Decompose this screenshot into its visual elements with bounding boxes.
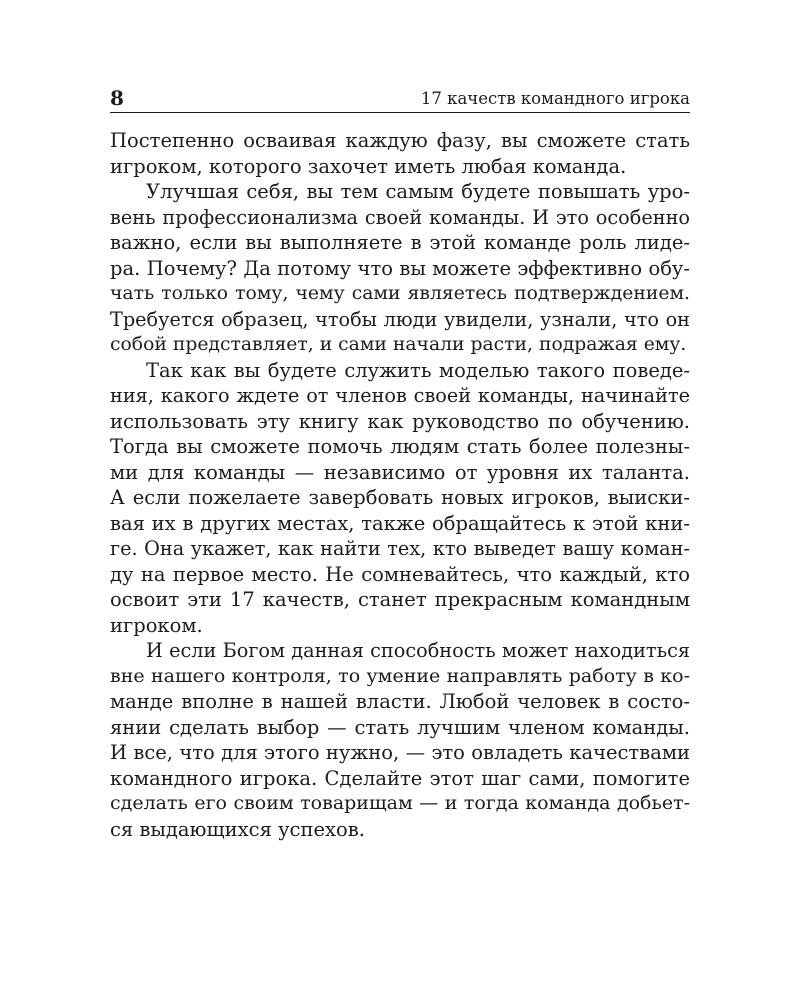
running-title: 17 качеств командного игрока	[420, 89, 690, 108]
body-text	[110, 128, 690, 842]
text-line: И все, что для этого нужно, — это овладеть качествами	[110, 741, 690, 764]
text-line: ния, какого ждете от членов своей команды, начинайте	[110, 384, 690, 407]
page-header	[110, 84, 690, 114]
text-line: вень профессионализма своей команды. И это особенно	[110, 205, 690, 229]
text-line: использовать эту книгу как руководство по обучению.	[110, 409, 690, 433]
text-line: ге. Она укажет, как найти тех, кто выведет вашу коман-	[110, 537, 690, 560]
text-line: Так как вы будете служить моделью такого поведе-	[146, 358, 690, 382]
text-line: вая их в других местах, также обращайтесь к этой кни-	[110, 511, 690, 535]
text-line: игроком, которого захочет иметь любая команда.	[110, 154, 627, 178]
text-line: собой представляет, и сами начали расти, подражая ему.	[110, 334, 687, 355]
text-line: сделать его своим товарищам — и тогда команда добьет-	[110, 792, 690, 814]
text-line: Улучшая себя, вы тем самым будете повышать уро-	[146, 180, 690, 203]
text-line: ра. Почему? Да потому что вы можете эффективно обу-	[110, 256, 690, 280]
text-line: командного игрока. Сделайте этот шаг сами, помогите	[110, 766, 690, 790]
text-line: Постепенно осваивая каждую фазу, вы сможете стать	[110, 129, 690, 152]
page-number: 8	[110, 86, 124, 110]
text-line: Требуется образец, чтобы люди увидели, узнали, что он	[110, 307, 690, 331]
text-line: ду на первое место. Не сомневайтесь, что каждый, кто	[110, 562, 690, 586]
text-line: Тогда вы сможете помочь людям стать более полезны-	[110, 435, 690, 458]
text-line: И если Богом данная способность может находиться	[146, 639, 690, 662]
text-line: А если пожелаете завербовать новых игроков, выиски-	[110, 486, 690, 509]
text-line: освоит эти 17 качеств, станет прекрасным командным	[110, 588, 690, 611]
text-line: ми для команды — независимо от уровня их таланта.	[110, 460, 690, 484]
text-line: янии сделать выбор — стать лучшим членом команды.	[110, 715, 690, 739]
header-rule	[110, 112, 690, 113]
text-line: чать только тому, чему сами являетесь подтверждением.	[110, 283, 690, 304]
text-line: важно, если вы выполняете в этой команде роль лиде-	[110, 231, 690, 254]
text-line: манде вполне в нашей власти. Любой человек в состо-	[110, 690, 690, 713]
text-line: игроком.	[110, 613, 203, 637]
text-line: ся выдающихся успехов.	[110, 817, 365, 841]
text-line: вне нашего контроля, то умение направлять работу в ко-	[110, 664, 690, 687]
